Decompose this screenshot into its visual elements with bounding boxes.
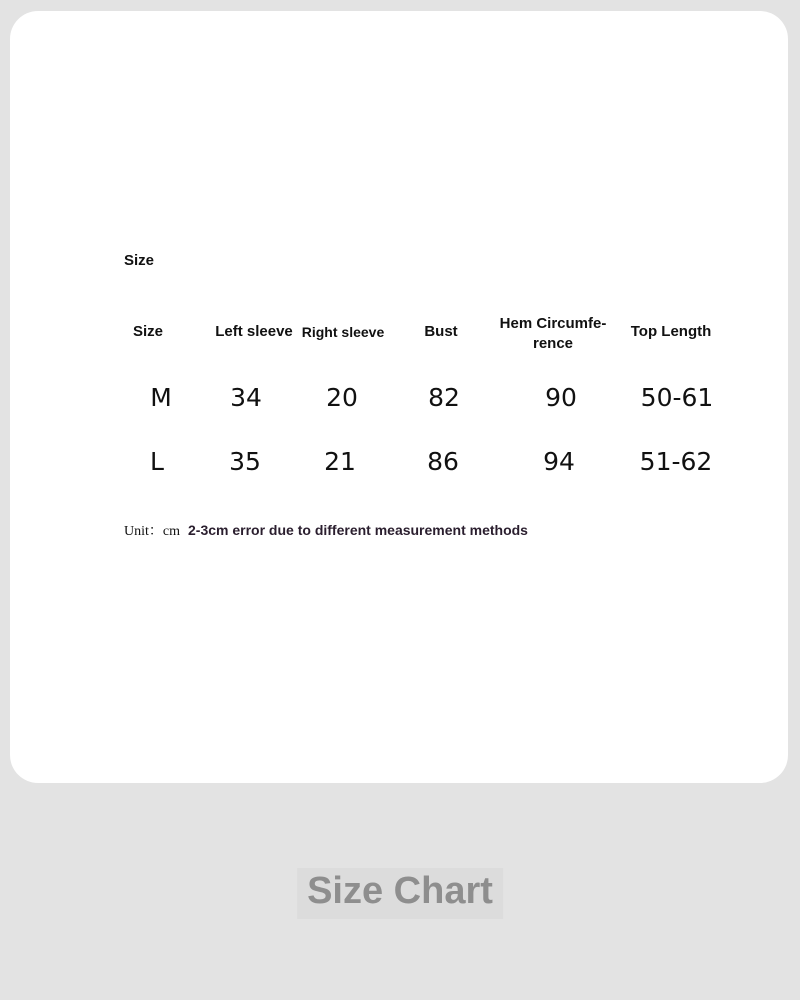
row-m-right-sleeve: 20 bbox=[326, 383, 358, 412]
section-label: Size bbox=[124, 252, 155, 269]
header-top-length: Top Length bbox=[630, 323, 712, 340]
header-left-sleeve: Left sleeve bbox=[215, 323, 293, 340]
row-m-bust: 82 bbox=[428, 383, 460, 412]
row-m-left-sleeve: 34 bbox=[230, 383, 262, 412]
row-l-right-sleeve: 21 bbox=[324, 447, 356, 476]
header-hem-circumference: Hem Circumfe- rence bbox=[499, 315, 607, 352]
row-l-size: L bbox=[150, 447, 164, 476]
footer-title: Size Chart bbox=[297, 868, 503, 919]
header-size: Size bbox=[132, 323, 164, 340]
header-right-sleeve: Right sleeve bbox=[301, 324, 385, 340]
unit-label: Unit：cm bbox=[124, 524, 180, 539]
row-m-hem: 90 bbox=[545, 383, 577, 412]
header-bust: Bust bbox=[424, 323, 458, 340]
row-m-top-length: 50-61 bbox=[640, 383, 714, 412]
row-l-left-sleeve: 35 bbox=[229, 447, 261, 476]
row-l-bust: 86 bbox=[427, 447, 459, 476]
row-l-hem: 94 bbox=[543, 447, 575, 476]
error-note: 2-3cm error due to different measurement methods bbox=[188, 522, 528, 538]
row-l-top-length: 51-62 bbox=[639, 447, 713, 476]
unit-note bbox=[124, 520, 528, 540]
row-m-size: M bbox=[150, 383, 172, 412]
